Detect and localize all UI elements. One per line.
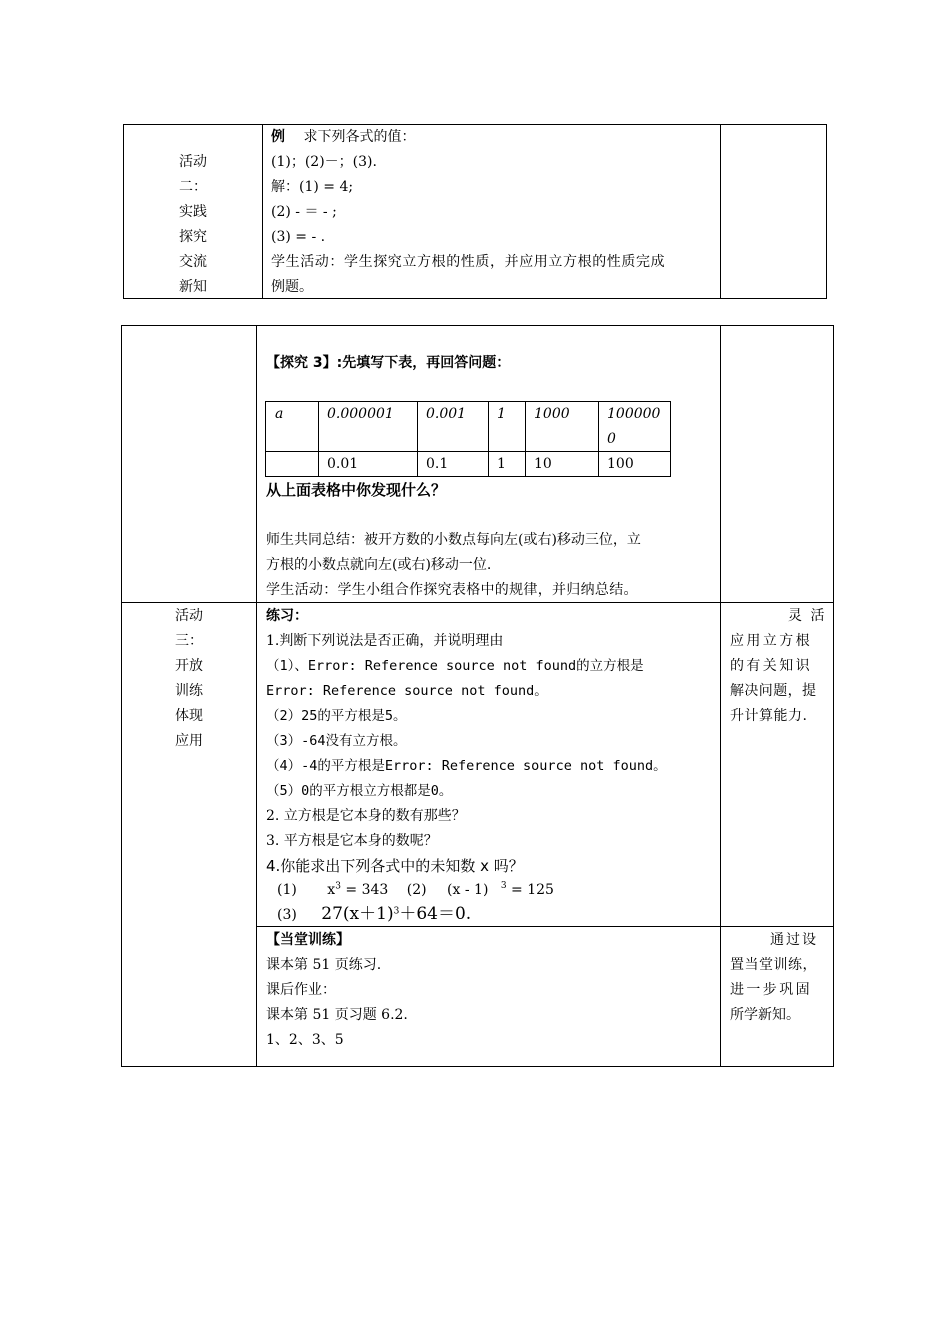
summary-line-1: 师生共同总结：被开方数的小数点每向左(或右)移动三位，立 <box>266 532 641 548</box>
table-cell: 0.000001 <box>327 406 394 422</box>
table-cell-a: a <box>275 406 284 422</box>
practice-item-1-5: （5）0的平方根立方根都是0。 <box>266 783 453 799</box>
example-line-1: (1)；(2)－；(3). <box>271 154 377 170</box>
explore-3-title: 【探究 3】:先填写下表，再回答问题： <box>266 355 511 371</box>
table-cell: 100000 <box>607 406 661 422</box>
training-line-1: 课本第 51 页练习. <box>266 957 382 973</box>
table-cell: 10 <box>534 456 552 472</box>
table-cell: 1000 <box>534 406 570 422</box>
example-heading: 例 求下列各式的值： <box>271 129 416 145</box>
equation-row-2: (3) $27(x+1)^3+64=0$. <box>277 904 472 924</box>
discovery-question: 从上面表格中你发现什么？ <box>266 481 447 499</box>
table-cell: 0.01 <box>327 456 359 472</box>
practice-item-1: 1.判断下列说法是否正确，并说明理由 <box>266 633 504 649</box>
table-cell: 0.001 <box>426 406 467 422</box>
training-line-4: 1、2、3、5 <box>266 1032 344 1048</box>
solution-line-1: 解：(1) = 4; <box>271 179 354 195</box>
table-cell: 1 <box>497 456 506 472</box>
table-cell: 0.1 <box>426 456 449 472</box>
student-activity-line-1: 学生活动：学生探究立方根的性质，并应用立方根的性质完成 <box>271 254 666 270</box>
training-line-3: 课本第 51 页习题 6.2. <box>266 1007 408 1023</box>
equation-row-1: (1) $x^3 = 343$ (2) (x - 1) $^3$ = 125 <box>277 881 554 898</box>
solution-line-3: (3) = - . <box>271 229 326 245</box>
training-title: 【当堂训练】 <box>266 932 350 948</box>
row-label-activity-three: 活动 三： 开放 训练 体现 应用 <box>175 608 203 749</box>
training-line-2: 课后作业： <box>266 982 336 998</box>
student-activity-line-2: 例题。 <box>271 279 313 295</box>
practice-item-1-1b: Error: Reference source not found。 <box>266 683 548 699</box>
table-cell: 1 <box>497 406 506 422</box>
row-label-activity-two: 活动 二： 实践 探究 交流 新知 <box>179 154 207 295</box>
table-cell: 0 <box>607 431 616 447</box>
practice-item-2: 2. 立方根是它本身的数有那些？ <box>266 808 466 824</box>
practice-item-1-2: （2）25的平方根是5。 <box>266 708 407 724</box>
student-activity-2: 学生活动：学生小组合作探究表格中的规律，并归纳总结。 <box>266 582 638 598</box>
practice-item-3: 3. 平方根是它本身的数呢？ <box>266 833 438 849</box>
practice-item-1-3: （3）-64没有立方根。 <box>266 733 407 749</box>
solution-line-2: (2) - ＝ - ; <box>271 204 337 220</box>
practice-item-4: 4.你能求出下列各式中的未知数 x 吗？ <box>266 857 524 875</box>
summary-line-2: 方根的小数点就向左(或右)移动一位. <box>266 557 492 573</box>
table-cell: 100 <box>607 456 634 472</box>
practice-item-1-1a: （1）、Error: Reference source not found的立方根是 <box>266 658 644 674</box>
practice-item-1-4: （4）-4的平方根是Error: Reference source not found。 <box>266 758 667 774</box>
practice-title: 练习： <box>266 608 308 624</box>
